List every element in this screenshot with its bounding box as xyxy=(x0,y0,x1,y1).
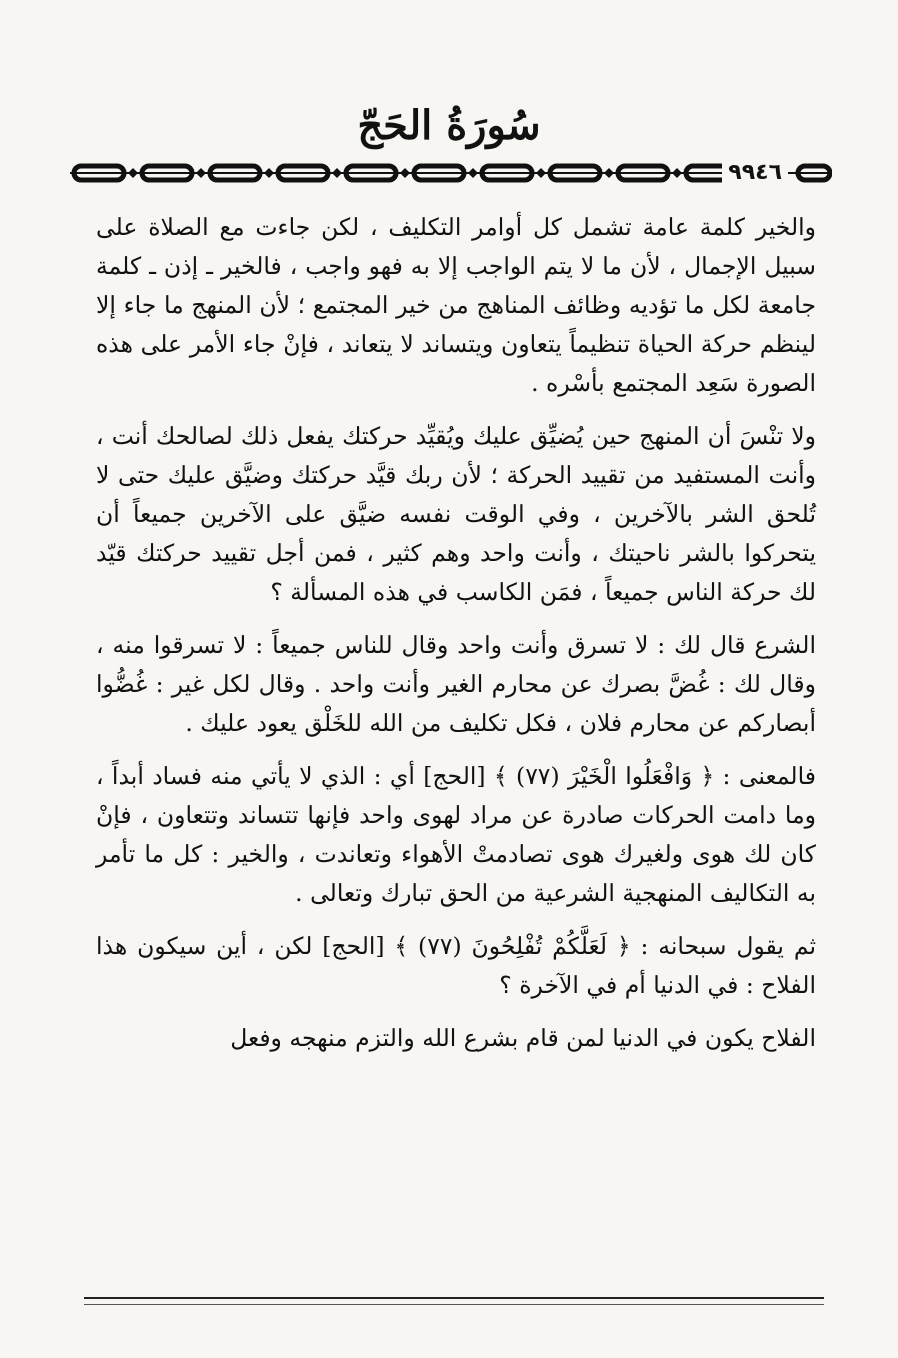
footer-rule xyxy=(84,1297,824,1299)
paragraph: ولا تنْسَ أن المنهج حين يُضيِّق عليك ويُقيِّد حركتك يفعل ذلك لصالحك أنت ، وأنت المستفيد من تقييد الحركة ؛ لأن ربك قيَّد حركتك وضيَّق عليك حتى لا تُلحق الشر بالآخرين ، وفي الوقت نفسه ضيَّق على الآخرين جميعاً أن يتحركوا بالشر ناحيتك ، وأنت واحد وهم كثير ، فمن أجل تقييد حركتك قيّد لك حركة الناس جميعاً ، فمَن الكاسب في هذه المسألة ؟ xyxy=(96,422,816,606)
paragraph: الشرع قال لك : لا تسرق وأنت واحد وقال للناس جميعاً : لا تسرقوا منه ، وقال لك : غُضَّ بصرك عن محارم الغير وأنت واحد . وقال لكل غير : غُضُّوا أبصاركم عن محارم فلان ، فكل تكليف من الله للخَلْق يعود عليك . xyxy=(96,631,816,737)
surah-title: سُورَةُ الحَجّ xyxy=(357,102,541,149)
paragraph: فالمعنى : ﴿ وَافْعَلُوا الْخَيْرَ (٧٧) ﴾ [الحج] أي : الذي لا يأتي منه فساد أبداً ، وما دامت الحركات صادرة عن مراد لهوى واحد فإنها تتساند وتتعاون ، فإنْ كان لك هوى ولغيرك هوى تصادمتْ الأهواء وتعاندت ، والخير : كل ما تأمر به التكاليف المنهجية الشرعية من الحق تبارك وتعالى . xyxy=(96,762,816,907)
ornamental-header-bar xyxy=(70,160,832,186)
footer-rule-thin xyxy=(84,1304,824,1305)
paragraph: الفلاح يكون في الدنيا لمن قام بشرع الله والتزم منهجه وفعل xyxy=(230,1024,816,1052)
paragraph: والخير كلمة عامة تشمل كل أوامر التكليف ، لكن جاءت مع الصلاة على سبيل الإجمال ، لأن ما لا يتم الواجب إلا به فهو واجب ، فالخير ـ إذن ـ كلمة جامعة لكل ما تؤديه وظائف المناهج من خير المجتمع ؛ لأن المنهج ما جاء إلا لينظم حركة الحياة تنظيماً يتعاون ويتساند لا يتعاند ، فإنْ جاء الأمر على هذه الصورة سَعِد المجتمع بأسْره . xyxy=(96,213,816,397)
paragraph: ثم يقول سبحانه : ﴿ لَعَلَّكُمْ تُفْلِحُونَ (٧٧) ﴾ [الحج] لكن ، أين سيكون هذا الفلاح : في الدنيا أم في الآخرة ؟ xyxy=(96,932,816,999)
page-number: ٩٩٤٦ xyxy=(722,160,788,186)
chain-ornament xyxy=(70,160,832,186)
body-text xyxy=(96,208,816,1072)
